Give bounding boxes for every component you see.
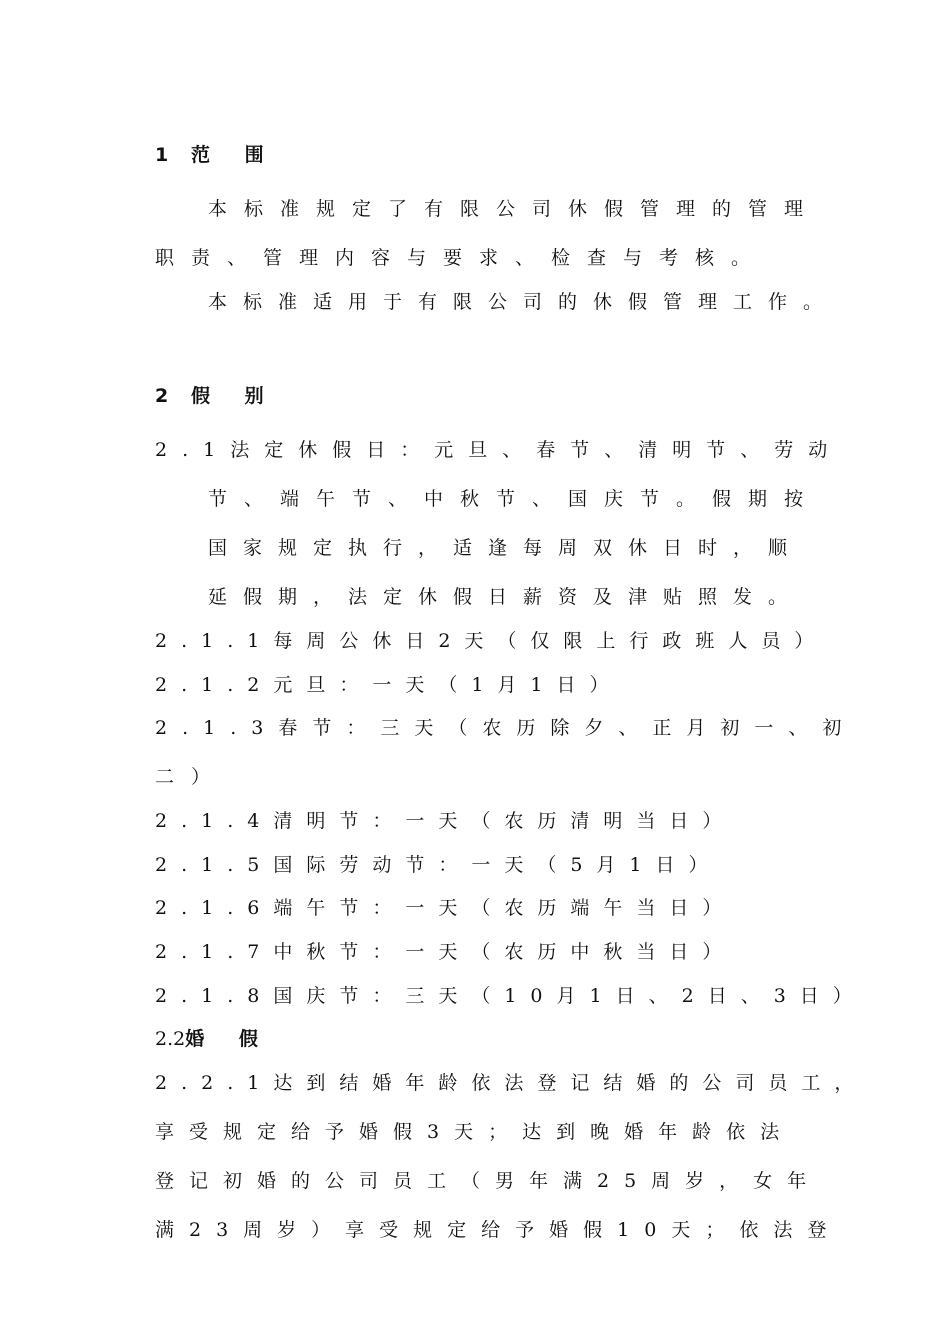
clause-line: 2.1.6端午节：一天（农历端午当日） (155, 897, 736, 919)
paragraph-line: 本标准适用于有限公司的休假管理工作。 (208, 291, 839, 313)
clause-line: 延假期，法定休假日薪资及津贴照发。 (208, 586, 804, 608)
section-1-heading (155, 143, 278, 167)
section-2-heading (155, 384, 278, 408)
paragraph-line: 本标准规定了有限公司休假管理的管理 (208, 198, 821, 220)
clause-line: 2.1.7中秋节：一天（农历中秋当日） (155, 941, 736, 963)
clause-line: 2.1.1每周公休日2天（仅限上行政班人员） (155, 630, 828, 652)
section-title: 假 别 (191, 385, 278, 407)
section-number: 2 (155, 385, 169, 407)
clause-line: 2.1法定休假日：元旦、春节、清明节、劳动 (155, 439, 843, 461)
clause-line: 2.1.2元旦：一天（1月1日） (155, 674, 623, 696)
clause-line: 节、端午节、中秋节、国庆节。假期按 (208, 488, 821, 510)
subsection-number: 2.2 (155, 1028, 186, 1050)
subsection-title: 婚 假 (185, 1028, 272, 1050)
clause-line: 二） (155, 766, 228, 788)
clause-line: 满23周岁）享受规定给予婚假10天；依法登 (155, 1219, 842, 1241)
section-title: 范 围 (191, 144, 278, 166)
clause-line: 2.2.1达到结婚年龄依法登记结婚的公司员工， (155, 1072, 868, 1094)
clause-line: 2.1.3春节：三天（农历除夕、正月初一、初 (155, 717, 857, 739)
paragraph-line: 职责、管理内容与要求、检查与考核。 (155, 247, 768, 269)
subsection-2-2-heading (155, 1027, 272, 1051)
section-number: 1 (155, 144, 169, 166)
clause-line: 2.1.4清明节：一天（农历清明当日） (155, 810, 736, 832)
clause-line: 2.1.5国际劳动节：一天（5月1日） (155, 854, 722, 876)
clause-line: 享受规定给予婚假3天；达到晚婚年龄依法 (155, 1121, 795, 1143)
clause-line: 国家规定执行，适逢每周双休日时，顺 (208, 537, 804, 559)
clause-line: 登记初婚的公司员工（男年满25周岁，女年 (155, 1170, 822, 1192)
clause-line: 2.1.8国庆节：三天（10月1日、2日、3日） (155, 985, 866, 1007)
